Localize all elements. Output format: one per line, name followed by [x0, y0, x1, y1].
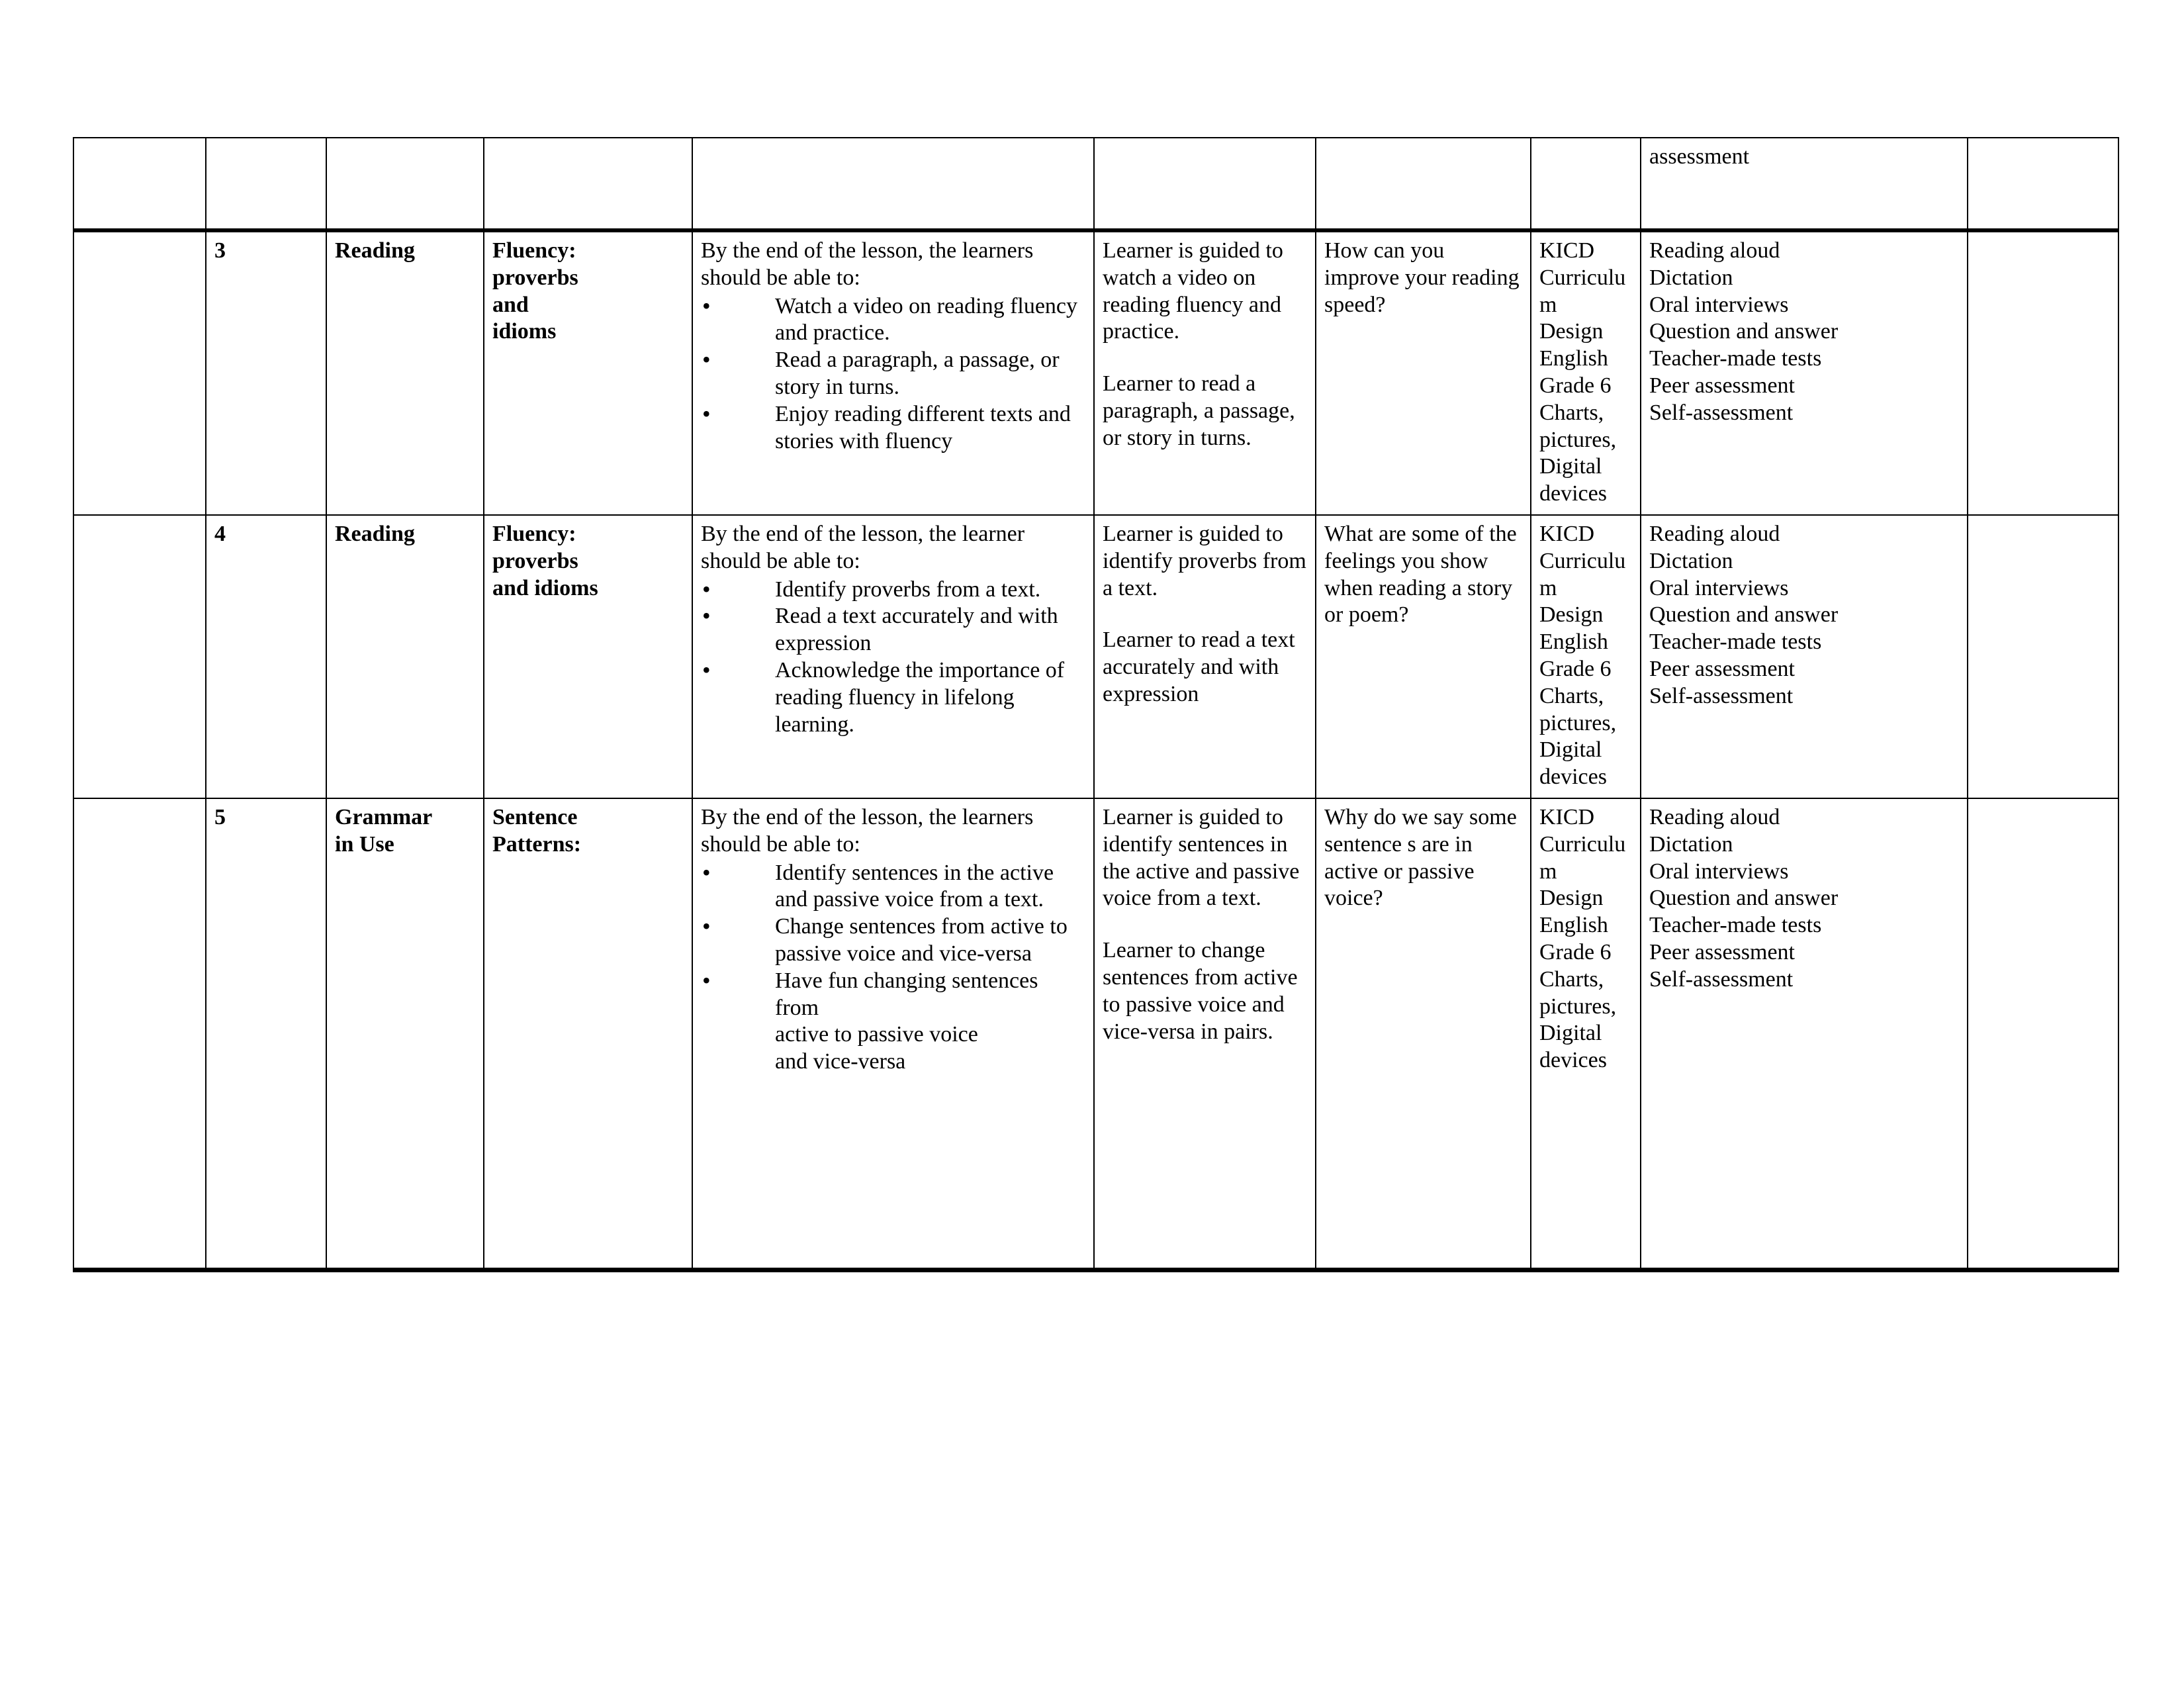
list-item: Peer assessment — [1649, 656, 1796, 681]
list-item: Curriculum — [1539, 831, 1626, 884]
cell-resources — [1531, 138, 1641, 230]
list-item: Question and answer — [1649, 886, 1839, 911]
list-item: • Enjoy reading different texts and stories with fluency — [701, 401, 1087, 455]
experience-paragraph: Learner to read a text accurately and with expression — [1103, 628, 1295, 706]
list-item: Design — [1539, 886, 1604, 911]
cell-week — [73, 138, 206, 230]
list-item: KICD — [1539, 238, 1595, 263]
outcomes-list — [701, 293, 1087, 455]
cell-resources — [1531, 230, 1641, 515]
cell-reflection — [1968, 798, 2118, 1270]
list-item-continuation: active to passive voice — [775, 1022, 978, 1047]
list-item: English — [1539, 913, 1608, 938]
list-item: Oral interviews — [1649, 292, 1789, 317]
cell-reflection — [1968, 138, 2118, 230]
cell-outcomes — [692, 515, 1094, 798]
cell-week — [73, 798, 206, 1270]
outcomes-lead: By the end of the lesson, the learners should be able to: — [701, 804, 1034, 857]
cell-assessment — [1641, 798, 1968, 1270]
cell-inquiry: Why do we say some sentence s are in active or passive voice? — [1316, 798, 1531, 1270]
list-item: Peer assessment — [1649, 939, 1796, 964]
list-item: Self-assessment — [1649, 966, 1794, 992]
list-item: pictures, — [1539, 427, 1617, 452]
cell-strand — [326, 138, 484, 230]
experience-paragraph: Learner to read a paragraph, a passage, or story in turns. — [1103, 371, 1295, 450]
list-item-continuation: and vice-versa — [775, 1049, 906, 1074]
assessment-list — [1649, 521, 1960, 710]
outcomes-list — [701, 577, 1087, 739]
cell-assessment — [1641, 515, 1968, 798]
list-item: Digital — [1539, 454, 1602, 479]
list-item: Teacher-made tests — [1649, 346, 1822, 371]
table-row — [73, 138, 2118, 230]
cell-week — [73, 515, 206, 798]
outcomes-lead: By the end of the lesson, the learner should be able to: — [701, 521, 1025, 573]
assessment-line: assessment — [1649, 144, 1750, 169]
list-item: Digital — [1539, 737, 1602, 763]
cell-substrand — [484, 798, 692, 1270]
substrand-line: and — [492, 292, 529, 317]
cell-outcomes — [692, 230, 1094, 515]
list-item-text: Have fun changing sentences from — [775, 968, 1038, 1020]
list-item: English — [1539, 346, 1608, 371]
list-item: • Watch a video on reading fluency and practice. — [701, 293, 1087, 348]
cell-reflection — [1968, 515, 2118, 798]
cell-assessment — [1641, 230, 1968, 515]
cell-inquiry: What are some of the feelings you show when reading a story or poem? — [1316, 515, 1531, 798]
list-item: Reading aloud — [1649, 238, 1780, 263]
list-item: Design — [1539, 602, 1604, 628]
resources-list — [1539, 521, 1633, 791]
list-item: Dictation — [1649, 548, 1733, 573]
list-item: Grade 6 — [1539, 373, 1612, 398]
list-item: Oral interviews — [1649, 859, 1789, 884]
list-item: devices — [1539, 765, 1607, 790]
substrand-line: Patterns: — [492, 831, 582, 857]
list-item — [701, 968, 1087, 1076]
list-item: Digital — [1539, 1021, 1602, 1046]
list-item: pictures, — [1539, 994, 1617, 1019]
list-item: Curriculum — [1539, 548, 1626, 600]
table-row — [73, 515, 2118, 798]
list-item: Curriculum — [1539, 265, 1626, 317]
list-item: Charts, — [1539, 966, 1604, 992]
resources-list — [1539, 238, 1633, 508]
substrand-line: and idioms — [492, 575, 598, 600]
cell-inquiry: How can you improve your reading speed? — [1316, 230, 1531, 515]
substrand-line: Sentence — [492, 804, 578, 829]
list-item: Self-assessment — [1649, 683, 1794, 708]
list-item: Question and answer — [1649, 319, 1839, 344]
list-item: devices — [1539, 1048, 1607, 1073]
cell-strand: Reading — [326, 230, 484, 515]
cell-lesson — [206, 138, 326, 230]
experience-paragraph: Learner is guided to watch a video on reading fluency and practice. — [1103, 238, 1283, 344]
list-item: Teacher-made tests — [1649, 630, 1822, 655]
cell-substrand — [484, 515, 692, 798]
cell-strand — [326, 798, 484, 1270]
assessment-list — [1649, 804, 1960, 994]
paragraph-spacer — [1103, 912, 1308, 937]
list-item: • Read a text accurately and with expression — [701, 603, 1087, 657]
list-item: Peer assessment — [1649, 373, 1796, 398]
list-item: • Read a paragraph, a passage, or story in turns. — [701, 347, 1087, 401]
cell-week — [73, 230, 206, 515]
substrand-line: Fluency: — [492, 521, 576, 546]
experience-paragraph: Learner is guided to identify sentences in the active and passive voice from a text. — [1103, 804, 1300, 911]
list-item: Dictation — [1649, 265, 1733, 290]
cell-reflection — [1968, 230, 2118, 515]
assessment-list — [1649, 238, 1960, 427]
cell-inquiry — [1316, 138, 1531, 230]
list-item: Design — [1539, 319, 1604, 344]
outcomes-list — [701, 860, 1087, 1076]
list-item: KICD — [1539, 804, 1595, 829]
paragraph-spacer — [1103, 602, 1308, 627]
cell-lesson: 5 — [206, 798, 326, 1270]
list-item: Reading aloud — [1649, 521, 1780, 546]
cell-resources — [1531, 515, 1641, 798]
scheme-of-work-table — [73, 137, 2119, 1272]
table-row — [73, 798, 2118, 1270]
cell-outcomes — [692, 798, 1094, 1270]
list-item: Self-assessment — [1649, 400, 1794, 425]
list-item: Charts, — [1539, 400, 1604, 425]
list-item: KICD — [1539, 521, 1595, 546]
list-item: • Acknowledge the importance of reading fluency in lifelong learning. — [701, 657, 1087, 738]
experience-paragraph: Learner to change sentences from active to passive voice and vice-versa in pairs. — [1103, 938, 1298, 1044]
cell-outcomes — [692, 138, 1094, 230]
resources-list — [1539, 804, 1633, 1074]
cell-experience — [1094, 138, 1316, 230]
cell-experience — [1094, 515, 1316, 798]
cell-substrand — [484, 138, 692, 230]
list-item: Question and answer — [1649, 602, 1839, 628]
paragraph-spacer — [1103, 346, 1308, 371]
substrand-line: Fluency: — [492, 238, 576, 263]
substrand-line: proverbs — [492, 265, 578, 290]
cell-experience — [1094, 798, 1316, 1270]
list-item: • Identify sentences in the active and passive voice from a text. — [701, 860, 1087, 914]
list-item: Dictation — [1649, 831, 1733, 857]
strand-line: Grammar — [335, 804, 433, 829]
list-item: • Identify proverbs from a text. — [701, 577, 1087, 604]
strand-line: in Use — [335, 831, 394, 857]
substrand-line: idioms — [492, 319, 557, 344]
list-item: pictures, — [1539, 710, 1617, 735]
cell-resources — [1531, 798, 1641, 1270]
list-item: English — [1539, 630, 1608, 655]
table-row — [73, 230, 2118, 515]
cell-lesson: 3 — [206, 230, 326, 515]
list-item: Oral interviews — [1649, 575, 1789, 600]
experience-paragraph: Learner is guided to identify proverbs from a text. — [1103, 521, 1306, 600]
cell-substrand — [484, 230, 692, 515]
list-item: Charts, — [1539, 683, 1604, 708]
list-item: • Change sentences from active to passive voice and vice-versa — [701, 914, 1087, 968]
cell-assessment — [1641, 138, 1968, 230]
cell-lesson: 4 — [206, 515, 326, 798]
list-item: Grade 6 — [1539, 939, 1612, 964]
cell-strand: Reading — [326, 515, 484, 798]
list-item: Teacher-made tests — [1649, 913, 1822, 938]
list-item: devices — [1539, 481, 1607, 506]
outcomes-lead: By the end of the lesson, the learners should be able to: — [701, 238, 1034, 290]
cell-experience — [1094, 230, 1316, 515]
substrand-line: proverbs — [492, 548, 578, 573]
list-item: Reading aloud — [1649, 804, 1780, 829]
list-item: Grade 6 — [1539, 656, 1612, 681]
